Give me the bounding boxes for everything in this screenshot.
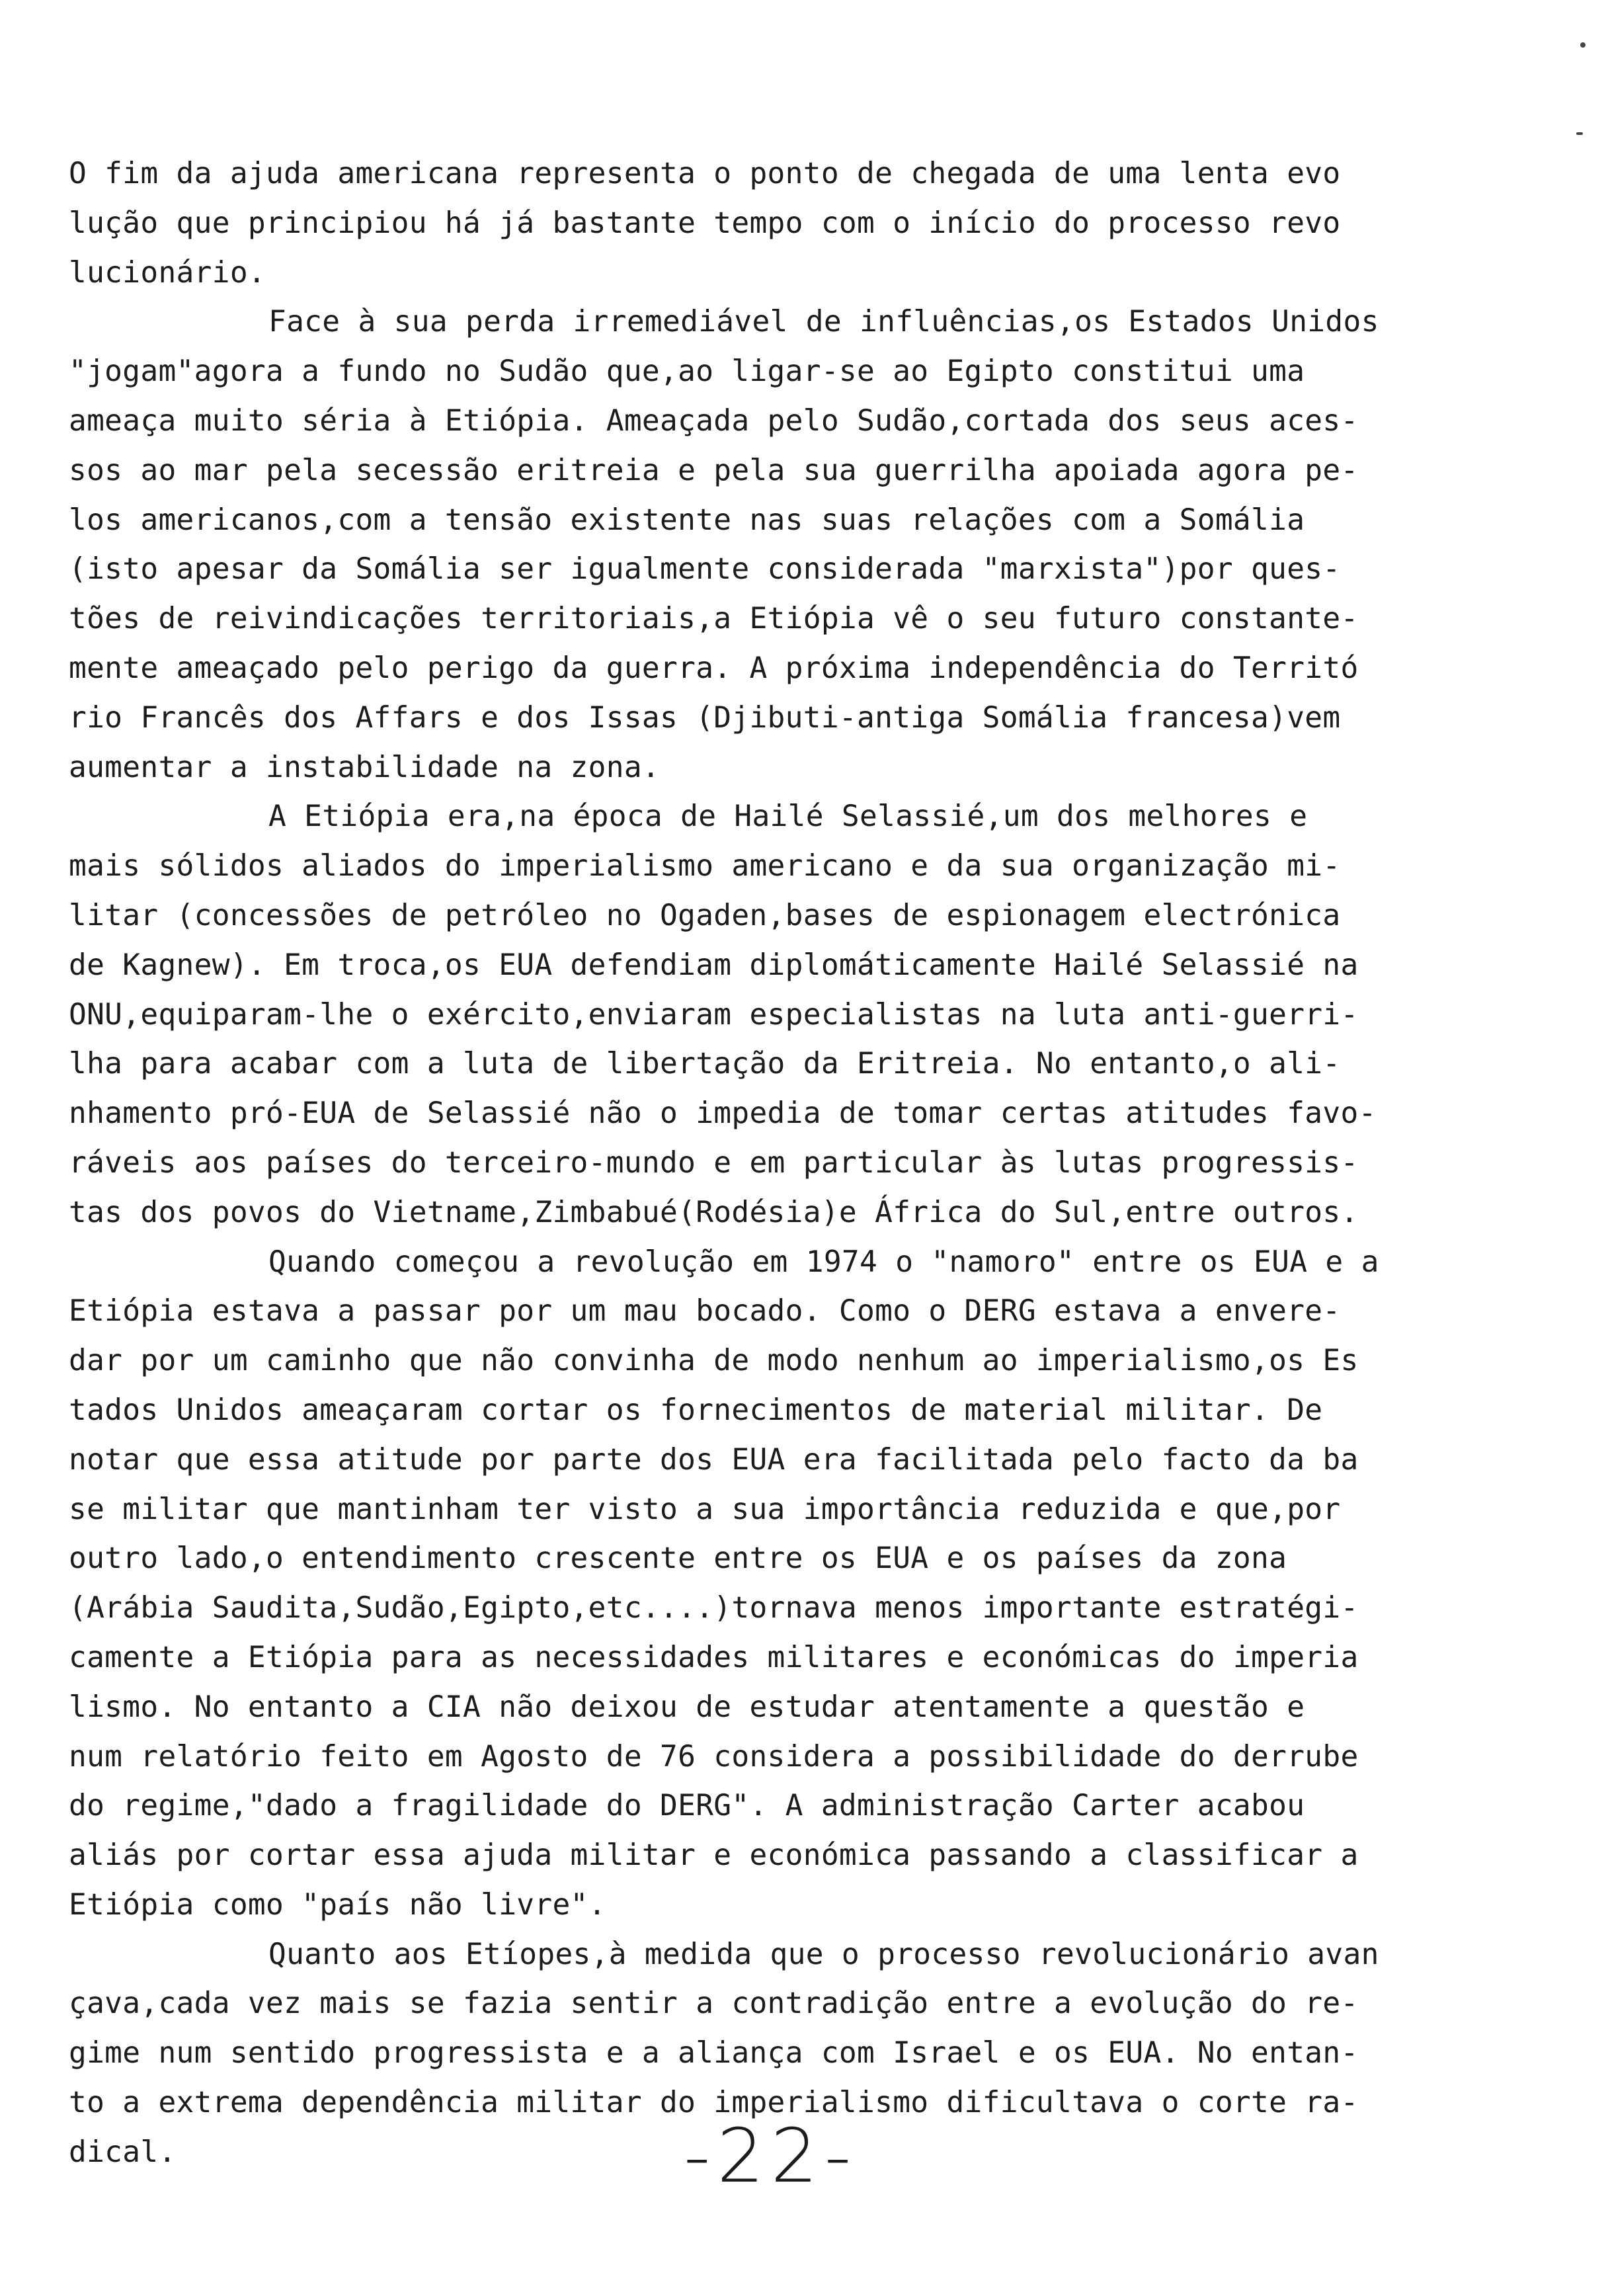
text-line: aliás por cortar essa ajuda militar e económica passando a classificar a xyxy=(69,1838,1359,1873)
text-line: nhamento pró-EUA de Selassié não o impedia de tomar certas atitudes favo- xyxy=(69,1096,1377,1131)
text-line: "jogam"agora a fundo no Sudão que,ao ligar-se ao Egipto constitui uma xyxy=(69,354,1305,389)
typed-text-body xyxy=(69,149,1550,2178)
text-line: num relatório feito em Agosto de 76 considera a possibilidade do derrube xyxy=(69,1739,1359,1774)
text-line: lismo. No entanto a CIA não deixou de estudar atentamente a questão e xyxy=(69,1690,1305,1724)
scan-speck xyxy=(1576,132,1583,135)
page-number: -22- xyxy=(684,2113,858,2199)
paragraph-first-line: Face à sua perda irremediável de influências,os Estados Unidos xyxy=(268,305,1379,339)
text-line: Etiópia estava a passar por um mau bocado. Como o DERG estava a envere- xyxy=(69,1294,1341,1329)
text-line: rio Francês dos Affars e dos Issas (Djibuti-antiga Somália francesa)vem xyxy=(69,700,1341,735)
text-line: (Arábia Saudita,Sudão,Egipto,etc....)tornava menos importante estratégi- xyxy=(69,1591,1359,1625)
text-line: do regime,"dado a fragilidade do DERG". A administração Carter acabou xyxy=(69,1789,1305,1823)
text-line: se militar que mantinham ter visto a sua importância reduzida e que,por xyxy=(69,1492,1341,1526)
text-line: outro lado,o entendimento crescente entre os EUA e os países da zona xyxy=(69,1541,1287,1576)
text-line: notar que essa atitude por parte dos EUA era facilitada pelo facto da ba xyxy=(69,1442,1359,1477)
text-line: dar por um caminho que não convinha de modo nenhum ao imperialismo,os Es xyxy=(69,1344,1359,1378)
paragraph-first-line: A Etiópia era,na época de Hailé Selassié,um dos melhores e xyxy=(268,800,1308,834)
text-line: ONU,equiparam-lhe o exército,enviaram especialistas na luta anti-guerri- xyxy=(69,997,1359,1032)
text-line: Etiópia como "país não livre". xyxy=(69,1887,606,1922)
text-line: ameaça muito séria à Etiópia. Ameaçada pelo Sudão,cortada dos seus aces- xyxy=(69,403,1359,438)
text-line: to a extrema dependência militar do imperialismo dificultava o corte ra- xyxy=(69,2086,1359,2120)
text-line: (isto apesar da Somália ser igualmente considerada "marxista")por ques- xyxy=(69,552,1341,587)
text-line: lução que principiou há já bastante tempo com o início do processo revo xyxy=(69,206,1341,240)
text-line: ráveis aos países do terceiro-mundo e em particular às lutas progressis- xyxy=(69,1145,1359,1180)
scan-speck xyxy=(1580,42,1586,48)
text-line: camente a Etiópia para as necessidades militares e económicas do imperia xyxy=(69,1640,1359,1674)
text-line: aumentar a instabilidade na zona. xyxy=(69,750,661,784)
text-line: lucionário. xyxy=(69,255,266,290)
text-line: sos ao mar pela secessão eritreia e pela sua guerrilha apoiada agora pe- xyxy=(69,453,1359,487)
text-line: çava,cada vez mais se fazia sentir a contradição entre a evolução do re- xyxy=(69,1987,1359,2021)
text-line: de Kagnew). Em troca,os EUA defendiam diplomáticamente Hailé Selassié na xyxy=(69,948,1359,982)
text-line: mais sólidos aliados do imperialismo americano e da sua organização mi- xyxy=(69,849,1341,883)
text-line: dical. xyxy=(69,2135,177,2169)
paragraph-first-line: Quando começou a revolução em 1974 o "namoro" entre os EUA e a xyxy=(268,1245,1379,1279)
text-line: lha para acabar com a luta de libertação da Eritreia. No entanto,o ali- xyxy=(69,1047,1341,1081)
paragraph-first-line: Quanto aos Etíopes,à medida que o processo revolucionário avan xyxy=(268,1937,1379,1971)
text-line: tas dos povos do Vietname,Zimbabué(Rodésia)e África do Sul,entre outros. xyxy=(69,1195,1359,1229)
text-line: mente ameaçado pelo perigo da guerra. A próxima independência do Territó xyxy=(69,651,1359,685)
text-line: tões de reivindicações territoriais,a Etiópia vê o seu futuro constante- xyxy=(69,602,1359,636)
text-line: los americanos,com a tensão existente nas suas relações com a Somália xyxy=(69,503,1305,537)
text-line: litar (concessões de petróleo no Ogaden,bases de espionagem electrónica xyxy=(69,898,1341,932)
text-line: gime num sentido progressista e a aliança com Israel e os EUA. No entan- xyxy=(69,2036,1359,2070)
text-line: tados Unidos ameaçaram cortar os fornecimentos de material militar. De xyxy=(69,1393,1323,1427)
text-line: O fim da ajuda americana representa o ponto de chegada de uma lenta evo xyxy=(69,157,1341,190)
